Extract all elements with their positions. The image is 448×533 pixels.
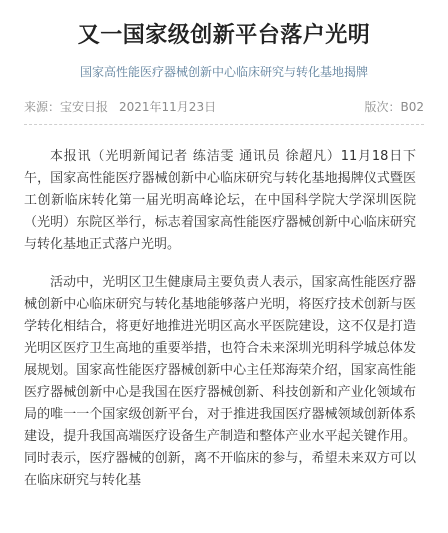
article-body: [24, 146, 416, 508]
article-subtitle: 国家高性能医疗器械创新中心临床研究与转化基地揭牌: [79, 65, 368, 79]
article-title: 又一国家级创新平台落户光明: [77, 23, 371, 48]
divider: [24, 124, 424, 125]
page-number: 版次：B02: [364, 100, 424, 114]
paragraph: 本报讯（光明新闻记者 练洁雯 通讯员 徐超凡）11月18日下午，国家高性能医疗器械创新中心临床研究与转化基地揭牌仪式暨医工创新临床转化第一届光明高峰论坛，在中国科学院大学深圳医院（光明）东院区举行，标志着国家高性能医疗器械创新中心临床研究与转化基地正式落户光明。: [24, 149, 416, 252]
source-label: 来源：宝安日报: [24, 100, 109, 114]
article-meta: [24, 98, 424, 118]
paragraph: 活动中，光明区卫生健康局主要负责人表示，国家高性能医疗器械创新中心临床研究与转化基地能够落户光明，将医疗技术创新与医学转化相结合，将更好地推进光明区高水平医院建设，这不仅是打造光明区医疗卫生高地的重要举措，也符合未来深圳光明科学城总体发展规划。国家高性能医疗器械创新中心主任郑海荣介绍，国家高性能医疗器械创新中心是我国在医疗器械创新、科技创新和产业化领域布局的唯一一个国家级创新平台，对于推进我国医疗器械领域创新体系建设，提升我国高端医疗设备生产制造和整体产业水平起关键作用。同时表示，医疗器械的创新，离不开临床的参与，希望未来双方可以在临床研究与转化基: [24, 275, 416, 488]
publish-date: 2021年11月23日: [119, 100, 217, 114]
